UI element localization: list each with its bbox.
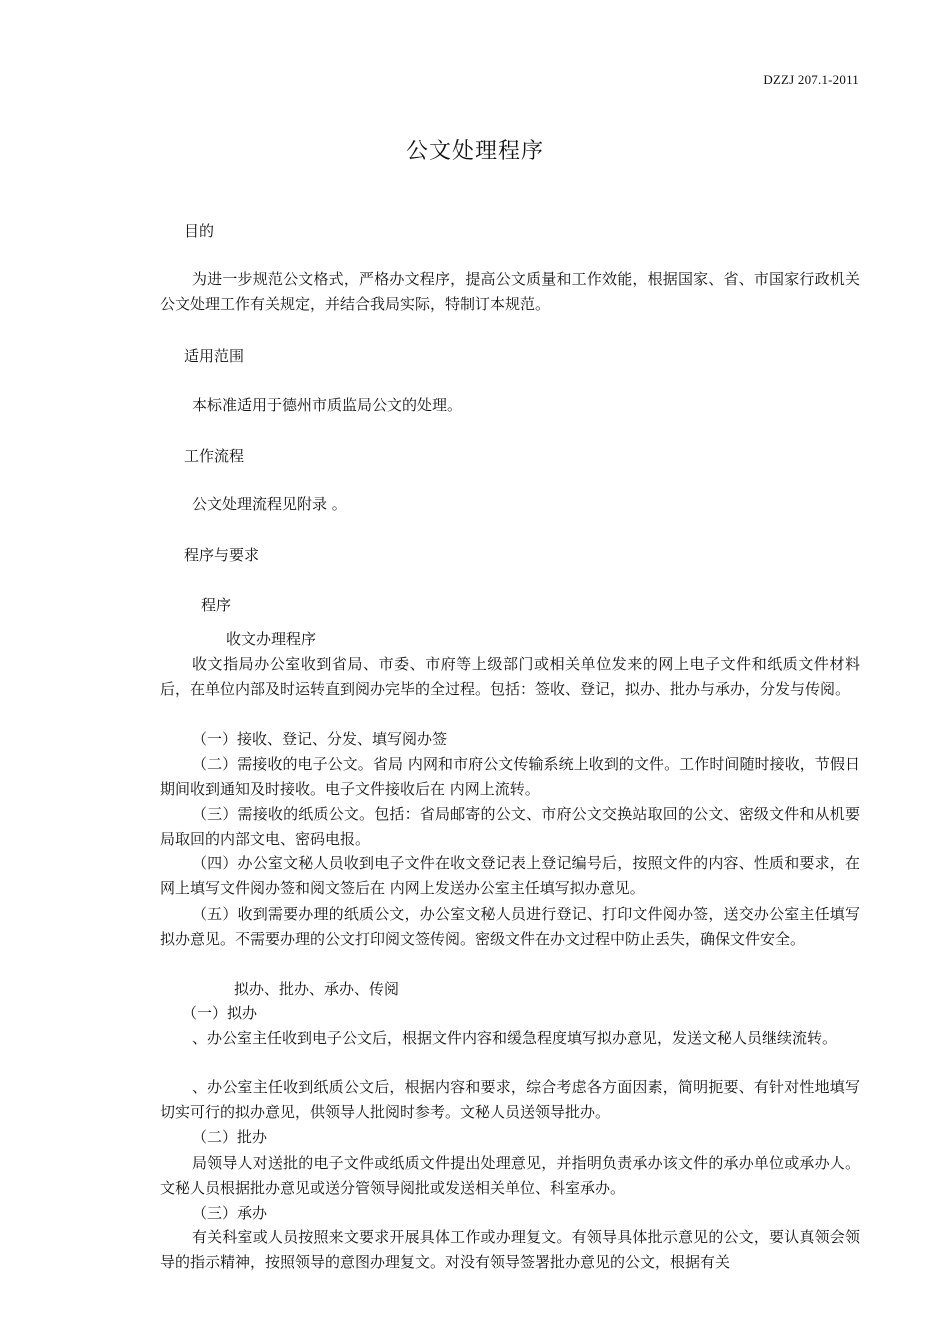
document-code: DZZJ 207.1-2011 [763,72,859,87]
proposal-label: （一）拟办 [182,1004,258,1022]
handling-heading: 拟办、批办、承办、传阅 [234,980,400,998]
receiving-intro: 收文指局办公室收到省局、市委、市府等上级部门或相关单位发来的网上电子文件和纸质文件材料后，在单位内部及时运转直到阅办完毕的全过程。包括：签收、登记，拟办、批办与承办，分发与传阅。 [160,655,860,698]
receiving-item-1: （一）接收、登记、分发、填写阅办签 [192,730,448,748]
undertake-text: 有关科室或人员按照来文要求开展具体工作或办理复文。有领导具体批示意见的公文，要认真领会领导的指示精神，按照领导的意图办理复文。对没有领导签署批办意见的公文，根据有关 [160,1228,860,1271]
section-heading-procedure: 程序与要求 [184,546,260,564]
sub-heading-procedure: 程序 [201,596,232,614]
section-heading-scope: 适用范围 [184,347,245,365]
receiving-item-4: （四）办公室文秘人员收到电子文件在收文登记表上登记编号后，按照文件的内容、性质和要求，在网上填写文件阅办签和阅文签后在 内网上发送办公室主任填写拟办意见。 [160,854,860,897]
workflow-text: 公文处理流程见附录 。 [192,495,347,513]
section-heading-workflow: 工作流程 [184,447,245,465]
approval-text: 局领导人对送批的电子文件或纸质文件提出处理意见，并指明负责承办该文件的承办单位或承办人。文秘人员根据批办意见或送分管领导阅批或发送相关单位、科室承办。 [160,1154,860,1197]
page-title: 公文处理程序 [405,139,544,164]
receiving-item-2: （二）需接收的电子公文。省局 内网和市府公文传输系统上收到的文件。工作时间随时接收，节假日期间收到通知及时接收。电子文件接收后在 内网上流转。 [160,755,860,798]
receiving-item-5: （五）收到需要办理的纸质公文，办公室文秘人员进行登记、打印文件阅办签，送交办公室主任填写拟办意见。不需要办理的公文打印阅文签传阅。密级文件在办文过程中防止丢失，确保文件安全。 [160,905,860,948]
scope-text: 本标准适用于德州市质监局公文的处理。 [192,396,463,414]
proposal-text-2: 、办公室主任收到纸质公文后，根据内容和要求，综合考虑各方面因素，简明扼要、有针对性地填写切实可行的拟办意见，供领导人批阅时参考。文秘人员送领导批办。 [160,1078,860,1121]
section-heading-purpose: 目的 [184,222,215,240]
receiving-item-3: （三）需接收的纸质公文。包括：省局邮寄的公文、市府公文交换站取回的公文、密级文件和从机要局取回的内部文电、密码电报。 [160,805,860,848]
approval-label: （二）批办 [192,1128,268,1146]
proposal-text-1: 、办公室主任收到电子公文后，根据文件内容和缓急程度填写拟办意见，发送文秘人员继续流转。 [192,1029,838,1047]
undertake-label: （三）承办 [192,1204,268,1222]
receiving-heading: 收文办理程序 [226,630,317,648]
purpose-text: 为进一步规范公文格式，严格办文程序，提高公文质量和工作效能，根据国家、省、市国家行政机关公文处理工作有关规定，并结合我局实际，特制订本规范。 [160,270,860,313]
